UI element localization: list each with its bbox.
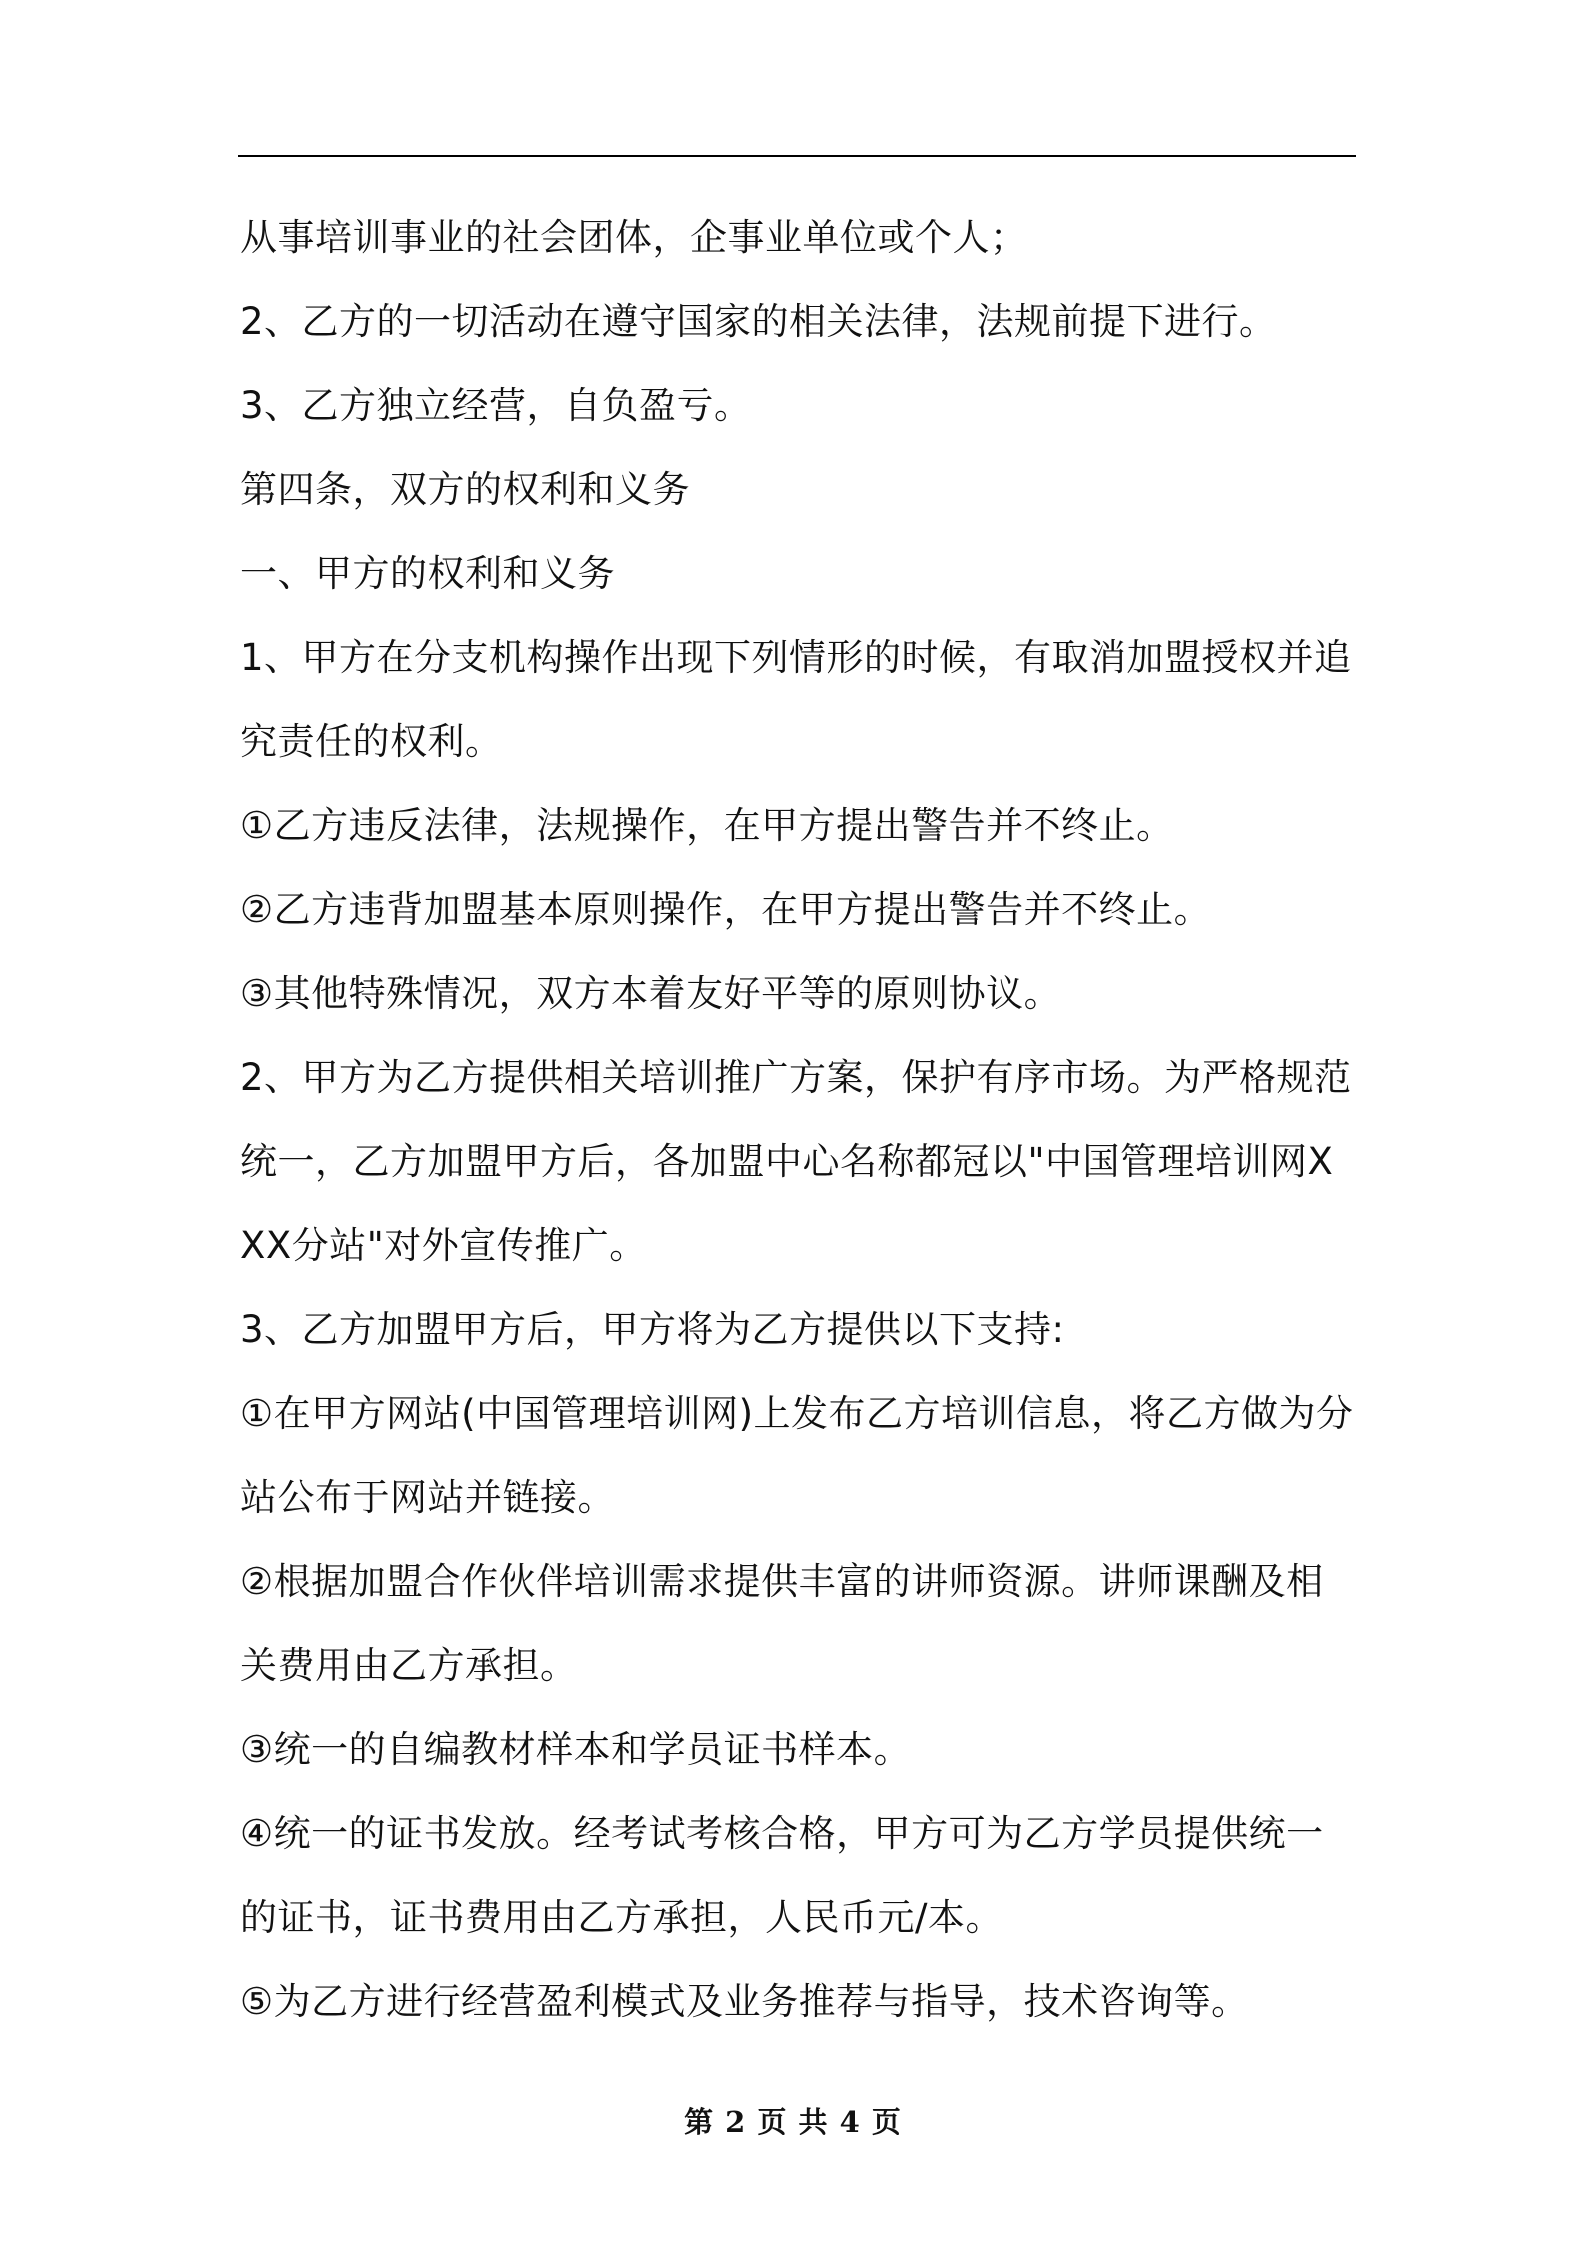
list-item: ①在甲方网站(中国管理培训网)上发布乙方培训信息，将乙方做为分站公布于网站并链接。 (240, 1392, 1354, 1519)
paragraph: 3、乙方加盟甲方后，甲方将为乙方提供以下支持: (240, 1308, 1065, 1351)
list-item: ⑤为乙方进行经营盈利模式及业务推荐与指导，技术咨询等。 (240, 1980, 1249, 2023)
section-heading: 第四条，双方的权利和义务 (240, 468, 690, 511)
list-item: ④统一的证书发放。经考试考核合格，甲方可为乙方学员提供统一的证书，证书费用由乙方承担，人民币元/本。 (240, 1812, 1324, 1939)
subsection-heading: 一、甲方的权利和义务 (240, 552, 615, 595)
list-item: ②根据加盟合作伙伴培训需求提供丰富的讲师资源。讲师课酬及相关费用由乙方承担。 (240, 1560, 1324, 1687)
page-footer: 第 2 页 共 4 页 (684, 2105, 902, 2139)
paragraph: 2、乙方的一切活动在遵守国家的相关法律，法规前提下进行。 (240, 300, 1277, 343)
paragraph: 2、甲方为乙方提供相关培训推广方案，保护有序市场。为严格规范统一，乙方加盟甲方后，各加盟中心名称都冠以"中国管理培训网XXX分站"对外宣传推广。 (240, 1056, 1352, 1267)
header-rule (238, 155, 1356, 157)
paragraph: 从事培训事业的社会团体，企事业单位或个人； (240, 216, 1028, 259)
document-body (240, 196, 1356, 2044)
paragraph: 1、甲方在分支机构操作出现下列情形的时候，有取消加盟授权并追究责任的权利。 (240, 636, 1352, 763)
list-item: ③其他特殊情况，双方本着友好平等的原则协议。 (240, 972, 1062, 1015)
list-item: ①乙方违反法律，法规操作，在甲方提出警告并不终止。 (240, 804, 1174, 847)
paragraph: 3、乙方独立经营，自负盈亏。 (240, 384, 752, 427)
list-item: ②乙方违背加盟基本原则操作，在甲方提出警告并不终止。 (240, 888, 1212, 931)
list-item: ③统一的自编教材样本和学员证书样本。 (240, 1728, 912, 1771)
